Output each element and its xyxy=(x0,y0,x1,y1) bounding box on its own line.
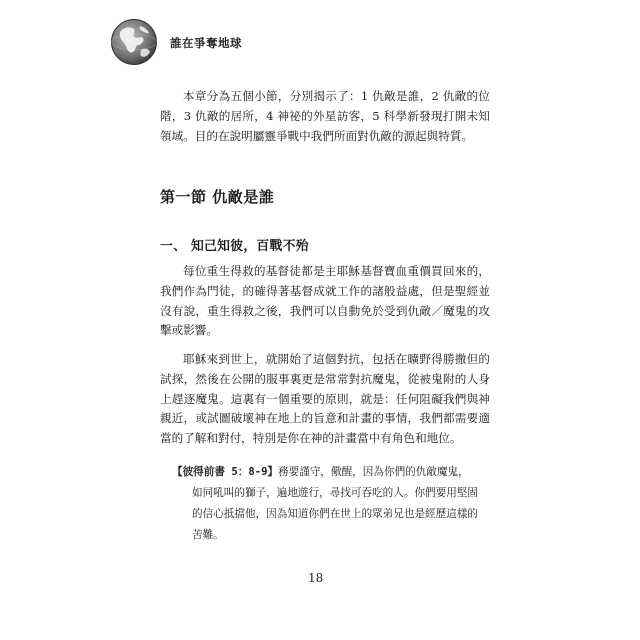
body-paragraph: 每位重生得救的基督徒都是主耶穌基督寶血重價買回來的，我們作為門徒，的確得著基督成就工作的諸般益處，但是聖經並沒有說，重生得救之後，我們可以自動免於受到仇敵／魔鬼的攻擊或影響。 xyxy=(160,264,490,338)
scripture-quote xyxy=(172,462,488,546)
running-head-title: 誰在爭奪地球 xyxy=(170,36,242,50)
section-title: 第一節 仇敵是誰 xyxy=(160,188,275,206)
quote-line: 的信心抵擋他，因為知道你們在世上的眾弟兄也是經歷這樣的 xyxy=(192,508,479,520)
quote-line: 務要謹守，儆醒，因為你們的仇敵魔鬼， xyxy=(278,466,469,478)
quote-line: 如同吼叫的獅子，遍地遊行，尋找可吞吃的人。你們要用堅固 xyxy=(192,487,479,499)
subsection-title: 一、 知己知彼，百戰不殆 xyxy=(160,239,309,254)
intro-paragraph: 本章分為五個小節，分別揭示了：1 仇敵是誰，2 仇敵的位階，3 仇敵的居所，4 神祕的外星訪客，5 科學新發現打開未知領域。目的在說明屬靈爭戰中我們所面對仇敵的源起與特質。 xyxy=(160,89,490,143)
page-number: 18 xyxy=(308,571,324,585)
body-paragraph: 耶穌來到世上，就開始了這個對抗，包括在曠野得勝撒但的試探，然後在公開的服事裏更是常常對抗魔鬼，從被鬼附的人身上趕逐魔鬼。這裏有一個重要的原則，就是：任何阻礙我們與神親近，或試圖破壞神在地上的旨意和計畫的事情，我們都需要適當的了解和對付，特別是你在神的計畫當中有角色和地位。 xyxy=(160,352,490,446)
scripture-reference: 【彼得前書 5：8-9】 xyxy=(172,466,279,478)
quote-line: 苦難。 xyxy=(192,529,224,541)
globe-icon xyxy=(110,18,158,66)
